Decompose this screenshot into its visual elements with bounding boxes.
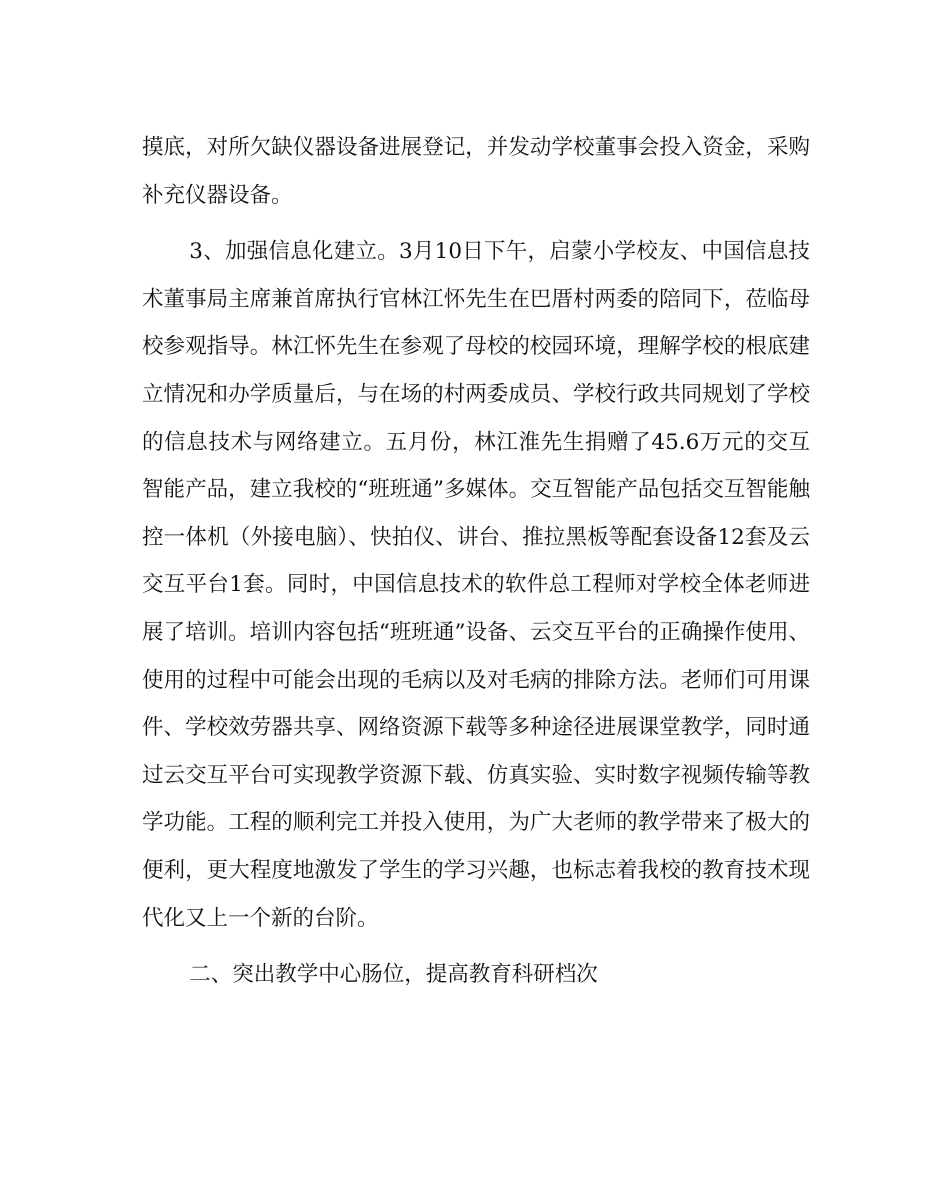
section-heading: 二、突出教学中心肠位，提高教育科研档次 <box>189 962 598 988</box>
paragraph-informatization: 3、加强信息化建立。3月10日下午，启蒙小学校友、中国信息技术董事局主席兼首席执行官林江怀先生在巴厝村两委的陪同下，莅临母校参观指导。林江怀先生在参观了母校的校园环境，理解学校的根底建立情况和办学质量后，与在场的村两委成员、学校行政共同规划了学校的信息技术与网络建立。五月份，林江淮先生捐赠了45.6万元的交互智能产品，建立我校的“班班通”多媒体。交互智能产品包括交互智能触控一体机（外接电脑）、快拍仪、讲台、推拉黑板等配套设备12套及云交互平台1套。同时，中国信息技术的软件总工程师对学校全体老师进展了培训。培训内容包括“班班通”设备、云交互平台的正确操作使用、使用的过程中可能会出现的毛病以及对毛病的排除方法。老师们可用课件、学校效劳器共享、网络资源下载等多种途径进展课堂教学，同时通过云交互平台可实现教学资源下载、仿真实验、实时数字视频传输等教学功能。工程的顺利完工并投入使用，为广大老师的教学带来了极大的便利，更大程度地激发了学生的学习兴趣，也标志着我校的教育技术现代化又上一个新的台阶。 <box>142 239 810 931</box>
body-text <box>142 124 810 1008</box>
paragraph-continuation: 摸底，对所欠缺仪器设备进展登记，并发动学校董事会投入资金，采购补充仪器设备。 <box>142 135 810 208</box>
